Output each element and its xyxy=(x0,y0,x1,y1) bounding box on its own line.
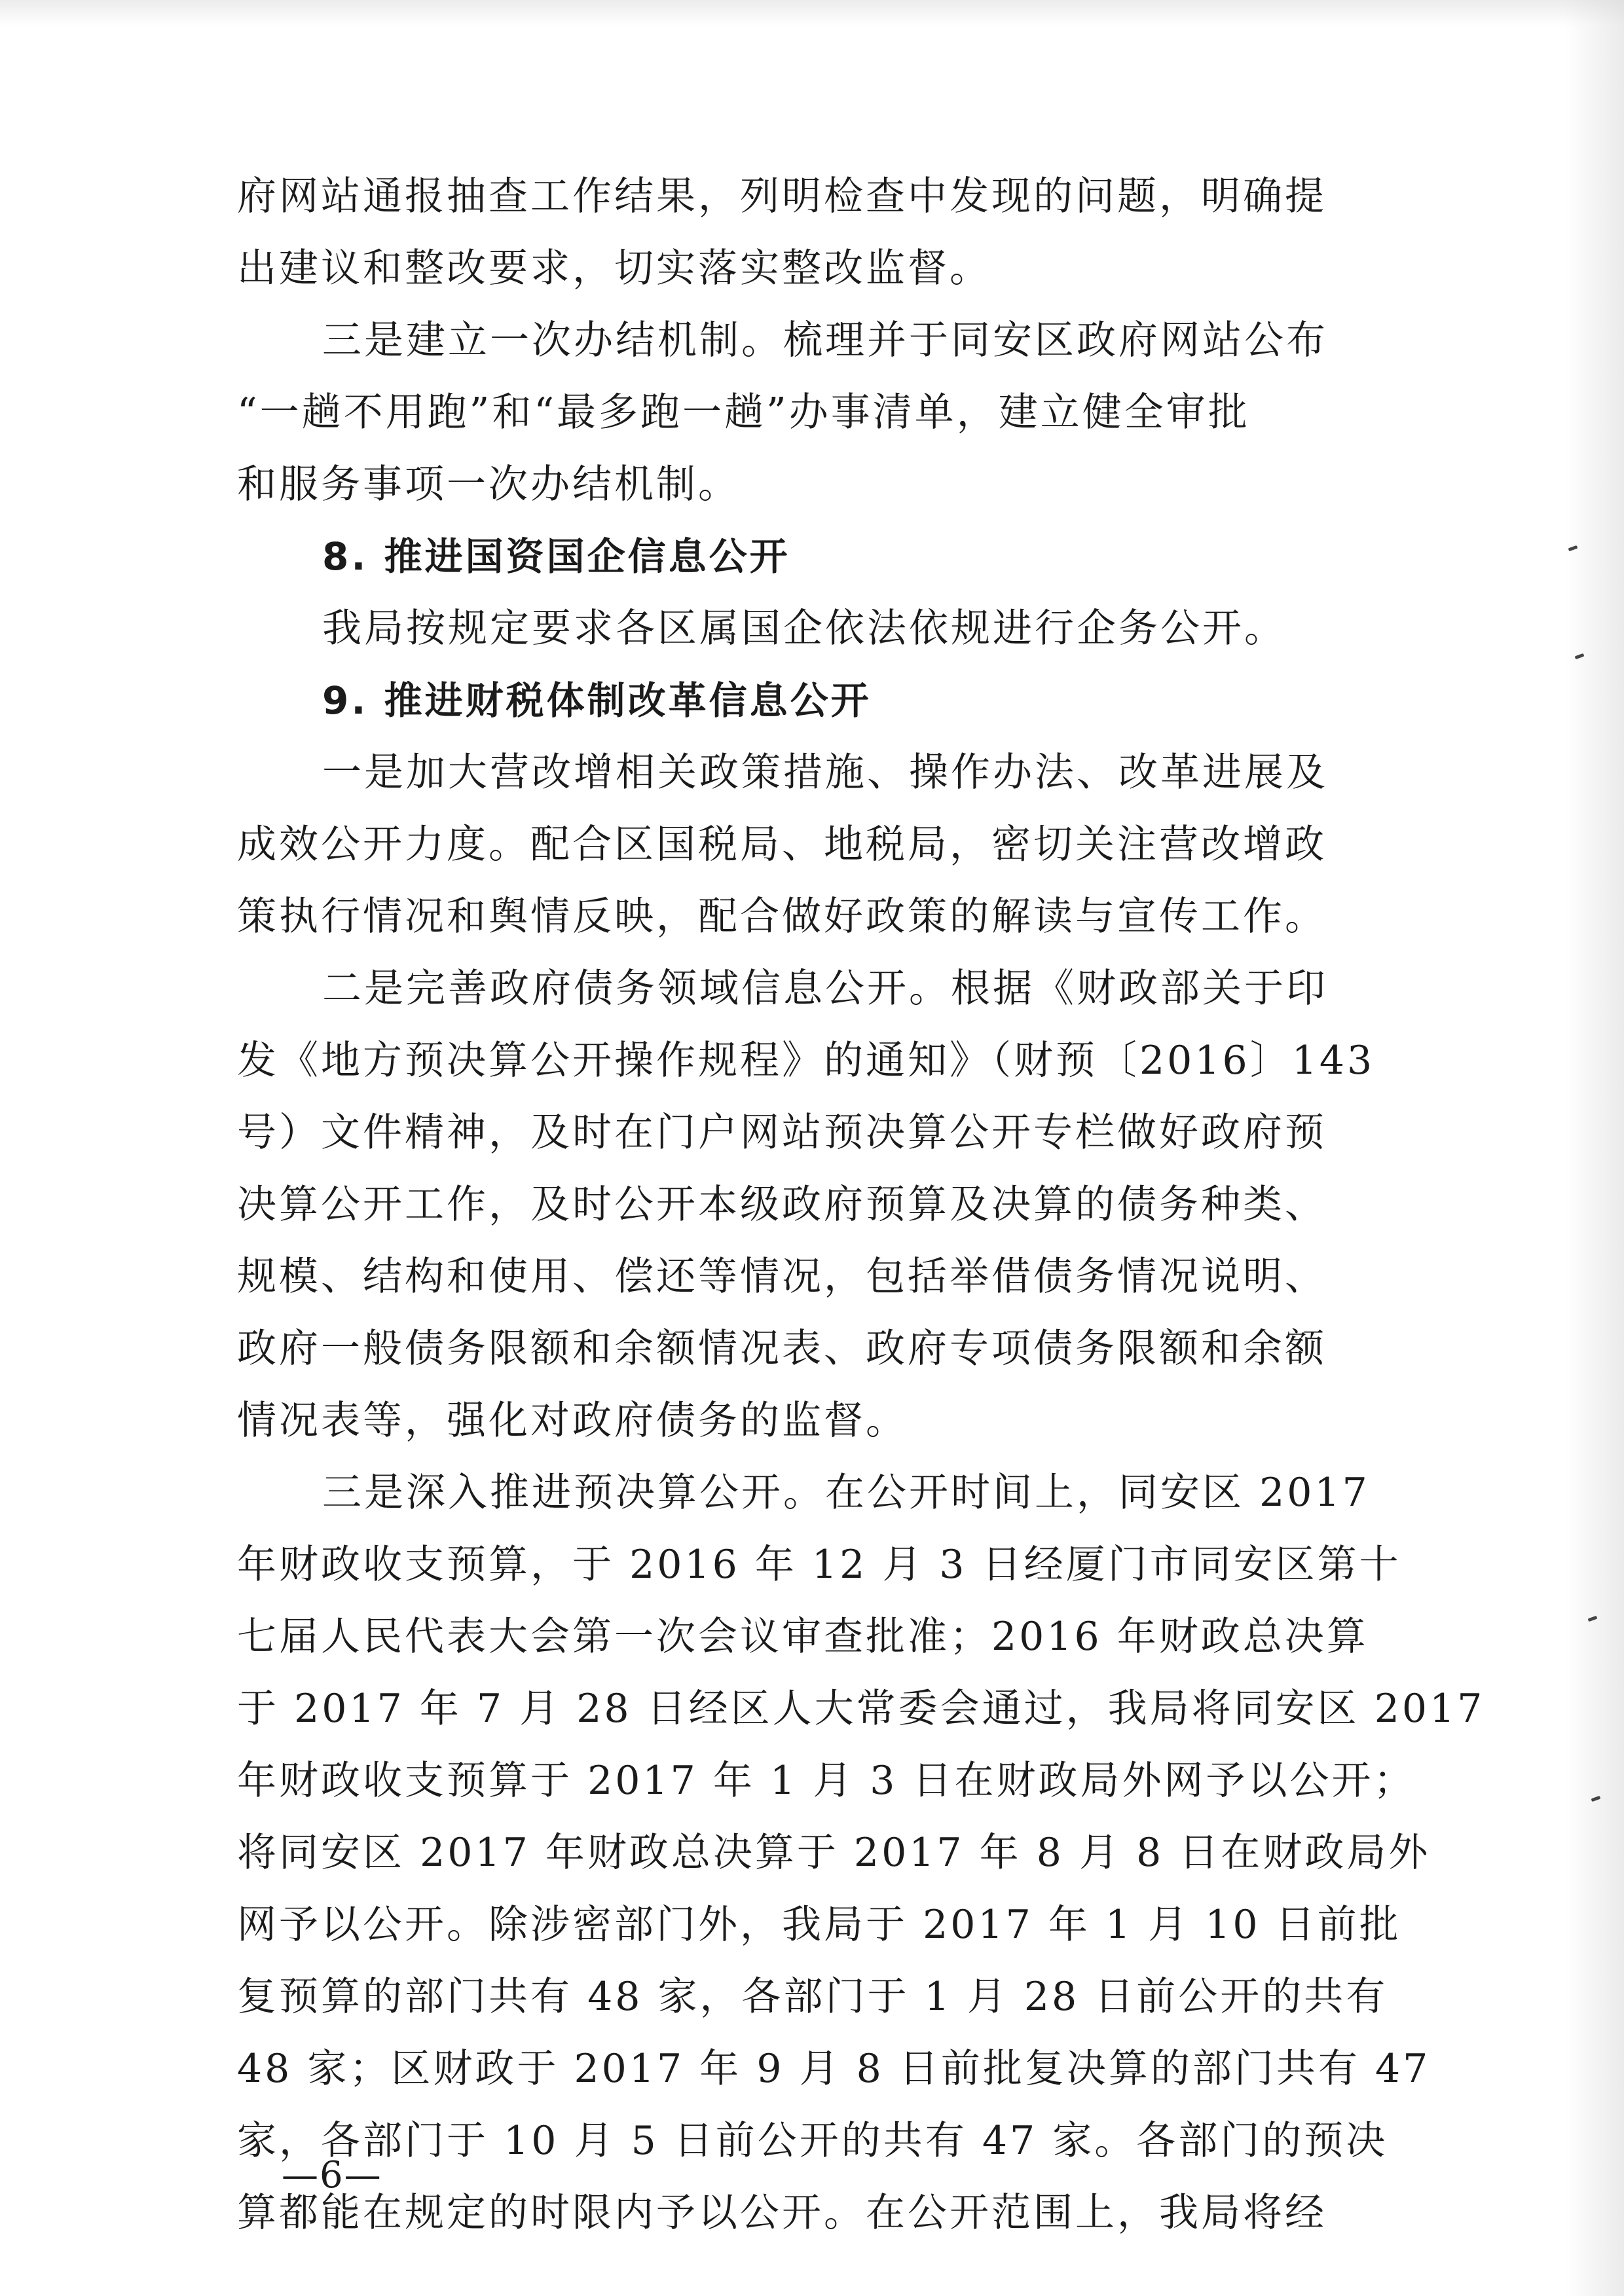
text-line: 政府一般债务限额和余额情况表、政府专项债务限额和余额 xyxy=(237,1326,1327,1372)
text-line: 策执行情况和舆情反映，配合做好政策的解读与宣传工作。 xyxy=(237,894,1327,939)
text-line: 情况表等，强化对政府债务的监督。 xyxy=(237,1398,908,1444)
text-line: 48 家；区财政于 2017 年 9 月 8 日前批复决算的部门共有 47 xyxy=(237,2046,1431,2092)
text-line: 二是完善政府债务领域信息公开。根据《财政部关于印 xyxy=(322,966,1328,1011)
text-line: 成效公开力度。配合区国税局、地税局，密切关注营改增政 xyxy=(237,822,1327,867)
text-line: 出建议和整改要求，切实落实整改监督。 xyxy=(237,246,991,291)
text-line: 七届人民代表大会第一次会议审查批准；2016 年财政总决算 xyxy=(237,1614,1369,1660)
page-number: —6— xyxy=(282,2154,382,2196)
text-line: 家，各部门于 10 月 5 日前公开的共有 47 家。各部门的预决 xyxy=(237,2118,1388,2164)
text-line: “一趟不用跑”和“最多跑一趟”办事清单，建立健全审批 xyxy=(237,390,1250,435)
text-line: 年财政收支预算于 2017 年 1 月 3 日在财政局外网予以公开； xyxy=(237,1758,1416,1804)
scan-edge-shading xyxy=(1565,0,1624,2296)
text-line: 府网站通报抽查工作结果，列明检查中发现的问题，明确提 xyxy=(237,173,1327,219)
scan-top-shading xyxy=(0,0,1624,26)
text-line: 于 2017 年 7 月 28 日经区人大常委会通过，我局将同安区 2017 xyxy=(237,1686,1485,1732)
text-line: 三是深入推进预决算公开。在公开时间上，同安区 2017 xyxy=(322,1470,1370,1516)
text-line: 三是建立一次办结机制。梳理并于同安区政府网站公布 xyxy=(322,318,1328,363)
section-heading: 9. 推进财税体制改革信息公开 xyxy=(322,678,872,723)
text-line: 我局按规定要求各区属国企依法依规进行企务公开。 xyxy=(322,606,1286,651)
text-line: 发《地方预决算公开操作规程》的通知》（财预〔2016〕143 xyxy=(237,1038,1375,1084)
text-line: 一是加大营改增相关政策措施、操作办法、改革进展及 xyxy=(322,750,1328,795)
text-line: 算都能在规定的时限内予以公开。在公开范围上，我局将经 xyxy=(237,2190,1327,2236)
document-page xyxy=(237,160,1485,2249)
text-line: 年财政收支预算，于 2016 年 12 月 3 日经厦门市同安区第十 xyxy=(237,1542,1401,1588)
section-heading: 8. 推进国资国企信息公开 xyxy=(322,534,790,579)
text-line: 网予以公开。除涉密部门外，我局于 2017 年 1 月 10 日前批 xyxy=(237,1902,1401,1948)
text-line: 将同安区 2017 年财政总决算于 2017 年 8 月 8 日在财政局外 xyxy=(237,1830,1431,1876)
text-line: 和服务事项一次办结机制。 xyxy=(237,462,740,507)
text-line: 决算公开工作，及时公开本级政府预算及决算的债务种类、 xyxy=(237,1182,1327,1228)
text-line: 复预算的部门共有 48 家，各部门于 1 月 28 日前公开的共有 xyxy=(237,1974,1388,2020)
text-line: 规模、结构和使用、偿还等情况，包括举借债务情况说明、 xyxy=(237,1254,1327,1300)
text-line: 号）文件精神，及时在门户网站预决算公开专栏做好政府预 xyxy=(237,1110,1327,1156)
